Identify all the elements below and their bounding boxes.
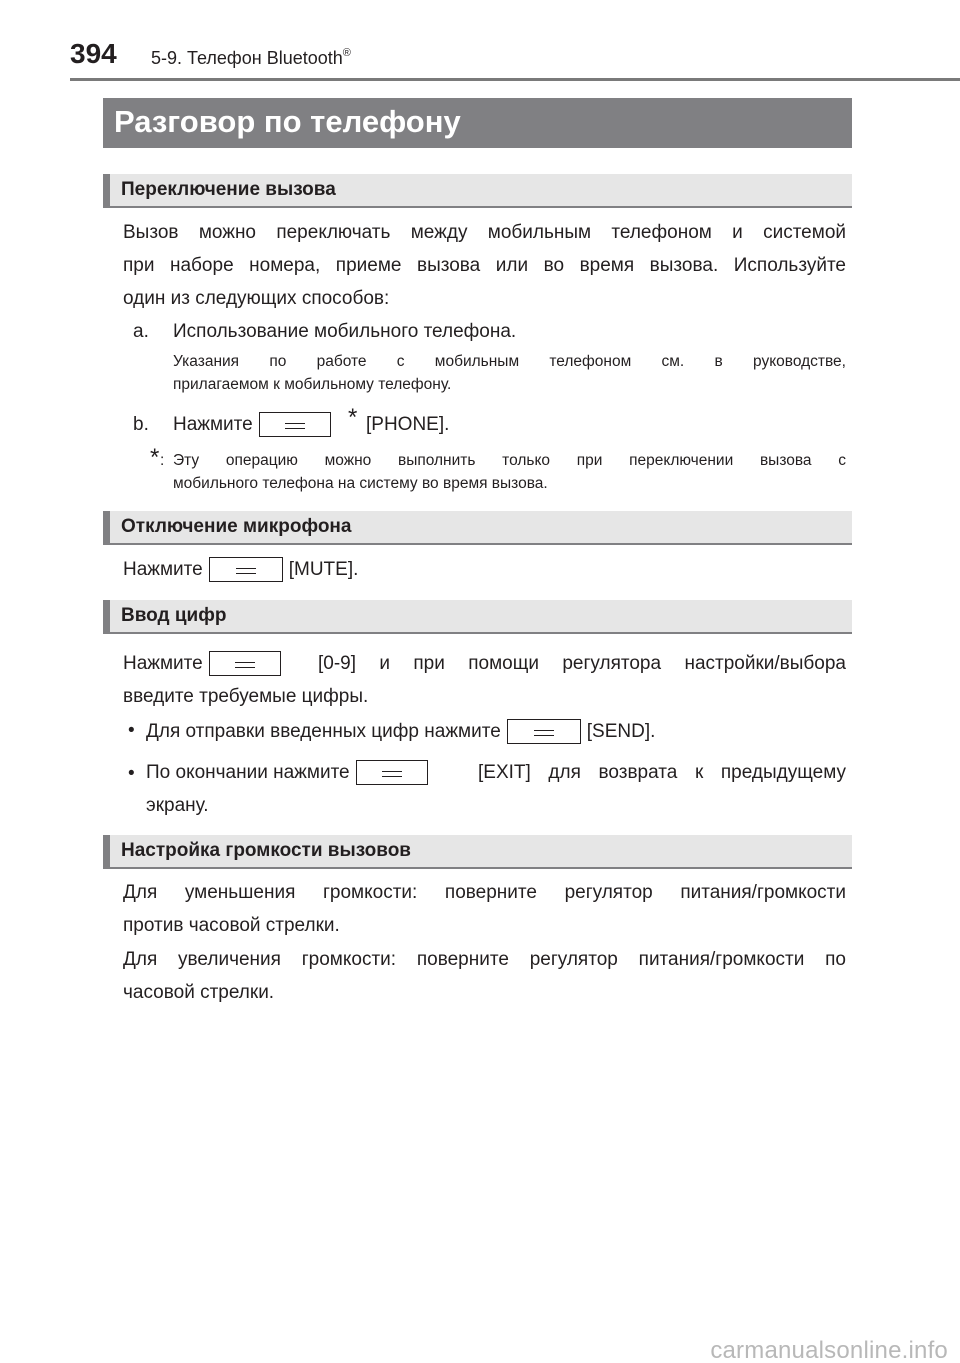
page-title-bar [103,98,852,148]
list-item-text: Использование мобильного телефона. [173,321,517,342]
button-label: [PHONE]. [366,414,450,435]
section-heading-text: Настройка громкости вызовов [121,840,411,861]
press-text: Для отправки введенных цифр нажмите [146,721,501,742]
digits-button-icon [209,651,281,676]
bullet-text [146,715,655,748]
section-heading-mute [103,511,852,545]
page-header [0,0,960,82]
paragraph-line [123,553,358,586]
press-text: По окончании нажмите [146,762,350,783]
press-text: Нажмите [123,653,203,674]
paragraph-line: экрану. [146,795,209,816]
mute-button-icon [209,557,283,582]
bullet-mark: • [128,720,135,741]
paragraph-line: [0-9] и при помощи регулятора настройки/выбора [318,653,846,674]
bullet-mark: • [128,763,135,784]
paragraph-line [123,647,291,680]
paragraph-line: часовой стрелки. [123,982,275,1003]
footnote-asterisk: * [150,444,160,471]
send-button-icon [507,719,581,744]
paragraph-line: Для увеличения громкости: поверните регулятор питания/громкости по [123,949,846,970]
registered-mark: ® [342,47,351,59]
list-item-text [173,408,337,441]
paragraph-line: Вызов можно переключать между мобильным телефоном и системой [123,222,846,243]
header-rule [70,78,960,81]
watermark: carmanualsonline.info [710,1337,948,1363]
phone-switch-button-icon [259,412,331,437]
section-heading-volume [103,835,852,869]
page-title: Разговор по телефону [114,104,461,139]
bullet-text [146,756,434,789]
section-heading-text: Переключение вызова [121,179,336,200]
list-label: b. [133,414,149,435]
note-line: Указания по работе с мобильным телефоном см. в руководстве, [173,353,846,370]
exit-button-icon [356,760,428,785]
footnote-colon: : [160,452,165,469]
paragraph-line: [EXIT] для возврата к предыдущему [478,762,846,783]
chapter-text: 5-9. Телефон Bluetooth [151,48,343,68]
chapter-title [151,47,351,69]
page-number: 394 [70,38,117,69]
section-heading-digits [103,600,852,634]
press-text: Нажмите [173,414,253,435]
list-label: a. [133,321,149,342]
footnote-line: мобильного телефона на систему во время вызова. [173,475,548,492]
button-label: [MUTE]. [288,559,359,580]
paragraph-line: против часовой стрелки. [123,915,340,936]
press-text: Нажмите [123,559,203,580]
section-heading-switch [103,174,852,208]
section-heading-text: Ввод цифр [121,605,227,626]
paragraph-line: Для уменьшения громкости: поверните регулятор питания/громкости [123,882,846,903]
footnote-line: Эту операцию можно выполнить только при переключении вызова с [173,452,846,469]
note-line: прилагаемом к мобильному телефону. [173,376,452,393]
paragraph-line: введите требуемые цифры. [123,686,369,707]
button-label: [SEND]. [586,721,656,742]
asterisk-mark: * [348,404,358,431]
paragraph-line: при наборе номера, приеме вызова или во время вызова. Используйте [123,255,846,276]
paragraph-line: один из следующих способов: [123,288,390,309]
section-heading-text: Отключение микрофона [121,516,352,537]
